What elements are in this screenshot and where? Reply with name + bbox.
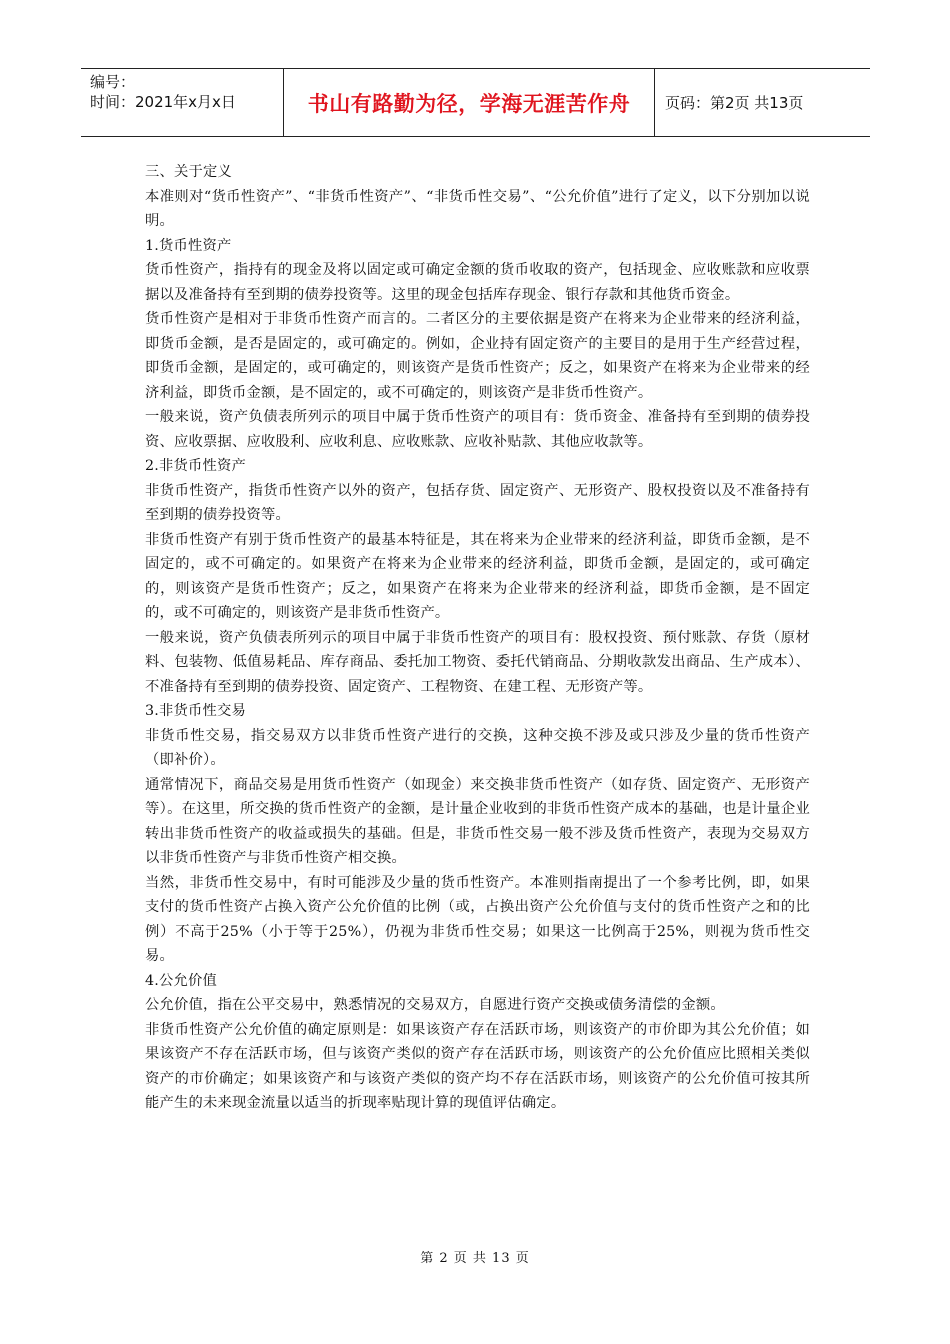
body-paragraph: 货币性资产，指持有的现金及将以固定或可确定金额的货币收取的资产，包括现金、应收账款和应收票据以及准备持有至到期的债券投资等。这里的现金包括库存现金、银行存款和其他货币资金。: [145, 262, 810, 303]
document-date-label: 时间：2021年x月x日: [90, 93, 236, 111]
document-number-label: 编号：: [90, 73, 136, 91]
body-paragraph: 非货币性资产，指货币性资产以外的资产，包括存货、固定资产、无形资产、股权投资以及不准备持有至到期的债券投资等。: [145, 482, 810, 523]
header-page-cell: [655, 69, 870, 136]
body-paragraph: 货币性资产是相对于非货币性资产而言的。二者区分的主要依据是资产在将来为企业带来的经济利益，即货币金额，是否是固定的，或可确定的。例如，企业持有固定资产的主要目的是用于生产经营过程，即货币金额，是固定的，或可确定的，则该资产是货币性资产；反之，如果资产在将来为企业带来的经济利益，即货币金额，是不固定的，或不可确定的，则该资产是非货币性资产。: [145, 311, 810, 401]
body-paragraph: 公允价值，指在公平交易中，熟悉情况的交易双方，自愿进行资产交换或债务清偿的金额。: [145, 997, 725, 1013]
page-header: [81, 68, 870, 137]
body-paragraph: 一般来说，资产负债表所列示的项目中属于货币性资产的项目有：货币资金、准备持有至到期的债券投资、应收票据、应收股利、应收利息、应收账款、应收补贴款、其他应收款等。: [145, 409, 810, 450]
body-paragraph: 本准则对“货币性资产”、“非货币性资产”、“非货币性交易”、“公允价值”进行了定义，以下分别加以说明。: [145, 188, 810, 229]
header-meta-cell: [81, 69, 284, 136]
subsection-heading: 2.非货币性资产: [145, 458, 247, 474]
subsection-heading: 3.非货币性交易: [145, 703, 247, 719]
subsection-heading: 4.公允价值: [145, 972, 218, 989]
body-paragraph: 非货币性交易，指交易双方以非货币性资产进行的交换，这种交换不涉及或只涉及少量的货币性资产（即补价）。: [145, 727, 810, 768]
page-info-text: 页码：第2页 共13页: [665, 94, 804, 112]
body-paragraph: 一般来说，资产负债表所列示的项目中属于非货币性资产的项目有：股权投资、预付账款、存货（原材料、包装物、低值易耗品、库存商品、委托加工物资、委托代销商品、分期收款发出商品、生产成本）、不准备持有至到期的债券投资、固定资产、工程物资、在建工程、无形资产等。: [145, 629, 810, 695]
section-heading: 三、关于定义: [145, 164, 232, 180]
body-paragraph: 非货币性资产有别于货币性资产的最基本特征是，其在将来为企业带来的经济利益，即货币金额，是不固定的，或不可确定的。如果资产在将来为企业带来的经济利益，即货币金额，是固定的，或可确定的，则该资产是货币性资产；反之，如果资产在将来为企业带来的经济利益，即货币金额，是不固定的，或不可确定的，则该资产是非货币性资产。: [145, 531, 810, 621]
motto-text: 书山有路勤为径，学海无涯苦作舟: [307, 91, 631, 116]
body-paragraph: 当然，非货币性交易中，有时可能涉及少量的货币性资产。本准则指南提出了一个参考比例，即，如果支付的货币性资产占换入资产公允价值的比例（或，占换出资产公允价值与支付的货币性资产之和的比例）不高于25%（小于等于25%），仍视为非货币性交易；如果这一比例高于25%，则视为货币性交易。: [145, 874, 810, 964]
header-motto-cell: [284, 69, 655, 136]
document-body: [145, 160, 810, 1116]
page-footer: 第 2 页 共 13 页: [420, 1251, 530, 1266]
subsection-heading: 1.货币性资产: [145, 237, 232, 254]
body-paragraph: 非货币性资产公允价值的确定原则是：如果该资产存在活跃市场，则该资产的市价即为其公允价值；如果该资产不存在活跃市场，但与该资产类似的资产存在活跃市场，则该资产的公允价值应比照相关类似资产的市价确定；如果该资产和与该资产类似的资产均不存在活跃市场，则该资产的公允价值可按其所能产生的未来现金流量以适当的折现率贴现计算的现值评估确定。: [145, 1021, 810, 1111]
body-paragraph: 通常情况下，商品交易是用货币性资产（如现金）来交换非货币性资产（如存货、固定资产、无形资产等）。在这里，所交换的货币性资产的金额，是计量企业收到的非货币性资产成本的基础，也是计量企业转出非货币性资产的收益或损失的基础。但是，非货币性交易一般不涉及货币性资产，表现为交易双方以非货币性资产与非货币性资产相交换。: [145, 776, 810, 866]
